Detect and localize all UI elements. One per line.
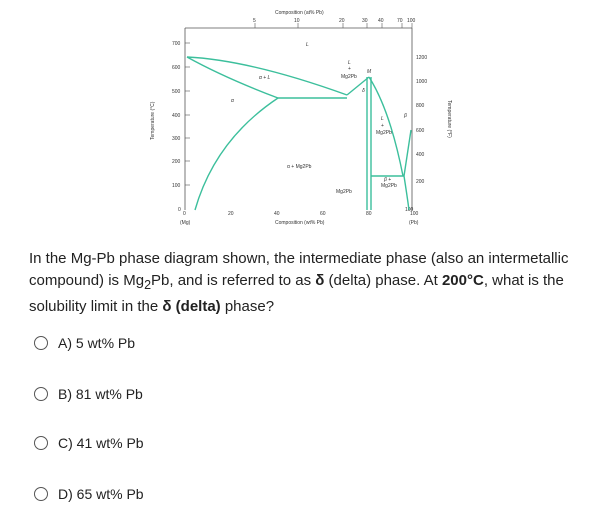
solvus-beta — [404, 176, 409, 210]
radio-button[interactable] — [34, 436, 48, 450]
bottom-end-right: (Pb) — [409, 220, 419, 226]
left-tick-label: 600 — [172, 65, 181, 71]
right-tick-label: 1000 — [416, 79, 428, 85]
label-L-mid: L — [348, 60, 351, 66]
left-tick-label: 100 — [172, 183, 181, 189]
top-tick-label: 5 — [253, 18, 256, 24]
bottom-tick-label: 80 — [366, 211, 372, 217]
label-beta-right: β — [404, 113, 407, 119]
label-plus-mid: + — [348, 66, 351, 72]
option-label: D) 65 wt% Pb — [58, 486, 144, 502]
left-tick-label: 200 — [172, 159, 181, 165]
left-ticks — [185, 43, 190, 185]
solvus-alpha — [195, 98, 278, 210]
top-tick-label: 10 — [294, 18, 300, 24]
label-alpha-mg2pb: α + Mg2Pb — [287, 164, 312, 170]
bottom-tick-label: 40 — [274, 211, 280, 217]
phase-labels — [231, 42, 407, 195]
left-tick-label: 500 — [172, 89, 181, 95]
label-mg2pb-low: Mg2Pb — [381, 183, 397, 189]
top-tick-label: 20 — [339, 18, 345, 24]
right-tick-label: 100 — [405, 207, 414, 213]
top-ticks — [255, 23, 412, 28]
option-label: C) 41 wt% Pb — [58, 435, 144, 451]
right-tick-label: 200 — [416, 179, 425, 185]
axes-frame — [185, 28, 412, 210]
option-b[interactable] — [34, 386, 143, 402]
label-alpha: α — [231, 98, 234, 104]
liquidus-mg2pb-right — [369, 77, 403, 176]
right-tick-label: 600 — [416, 128, 425, 134]
right-tick-label: 400 — [416, 152, 425, 158]
bottom-tick-label: 20 — [228, 211, 234, 217]
label-mg2pb-mid: Mg2Pb — [341, 74, 357, 80]
bottom-tick-label: 100 — [410, 211, 419, 217]
option-d[interactable] — [34, 486, 144, 502]
label-L-top: L — [306, 42, 309, 48]
label-delta: δ — [362, 88, 365, 94]
right-tick-label: 800 — [416, 103, 425, 109]
right-axis-title: Temperature (°F) — [446, 100, 452, 138]
question-text: In the Mg-Pb phase diagram shown, the intermediate phase (also an intermetallic compound) is $Mg_2Pb$, and is referred to as δ (delta) phase. At 200°C, what is the solubility limit in the δ (delta) phase? — [29, 250, 569, 315]
phase-diagram — [0, 0, 613, 235]
top-tick-label: 40 — [378, 18, 384, 24]
left-axis-title: Temperature (°C) — [150, 101, 156, 140]
bottom-tick-label: 0 — [183, 211, 186, 217]
right-tick-label: 1200 — [416, 55, 428, 61]
option-c[interactable] — [34, 435, 144, 451]
option-label: B) 81 wt% Pb — [58, 386, 143, 402]
label-mg2pb-bottom: Mg2Pb — [336, 189, 352, 195]
label-M: M — [367, 69, 372, 75]
top-tick-label: 100 — [407, 18, 416, 24]
top-tick-label: 30 — [362, 18, 368, 24]
radio-button[interactable] — [34, 336, 48, 350]
radio-button[interactable] — [34, 387, 48, 401]
top-axis-title: Composition (at% Pb) — [275, 10, 324, 16]
label-alpha-L: α + L — [259, 75, 271, 81]
option-a[interactable] — [34, 335, 135, 351]
bottom-end-left: (Mg) — [180, 220, 191, 226]
left-tick-label: 300 — [172, 136, 181, 142]
solidus-beta — [404, 130, 411, 176]
bottom-axis-title: Composition (wt% Pb) — [275, 220, 325, 226]
label-mg2pb-right: Mg2Pb — [376, 130, 392, 136]
left-tick-label: 400 — [172, 113, 181, 119]
bottom-tick-label: 60 — [320, 211, 326, 217]
label-beta-plus: β + — [384, 177, 392, 183]
radio-button[interactable] — [34, 487, 48, 501]
left-tick-label: 700 — [172, 41, 181, 47]
top-tick-label: 70 — [397, 18, 403, 24]
option-label: A) 5 wt% Pb — [58, 335, 136, 351]
label-L-right: L — [381, 116, 384, 122]
label-plus-right: + — [381, 123, 384, 129]
left-tick-label: 0 — [178, 207, 181, 213]
